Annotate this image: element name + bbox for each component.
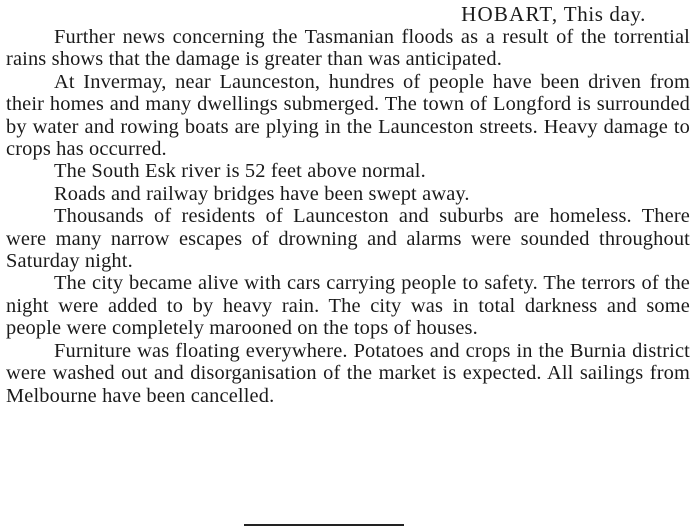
news-article bbox=[6, 2, 690, 407]
dateline bbox=[6, 2, 690, 26]
dateline-place: HOBART, bbox=[461, 2, 559, 26]
end-rule bbox=[244, 524, 404, 526]
paragraph-invermay: At Invermay, near Launceston, hundres of people have been driven from their homes and many dwellings submerged. The town of Longford is surrounded by water and rowing boats are plying in the Launceston streets. Heavy damage to crops has occurred. bbox=[6, 70, 690, 161]
paragraph-homeless: Thousands of residents of Launceston and suburbs are homeless. There were many narrow escapes of drowning and alarms were sounded throughout Saturday night. bbox=[6, 205, 690, 273]
paragraph-south-esk: The South Esk river is 52 feet above normal. bbox=[54, 160, 426, 183]
paragraph-bridges: Roads and railway bridges have been swept away. bbox=[54, 182, 470, 205]
paragraph-furniture: Furniture was floating everywhere. Potatoes and crops in the Burnia district were washed out and disorganisation of the market is expected. All sailings from Melbourne have been cancelled. bbox=[6, 339, 690, 407]
paragraph-city: The city became alive with cars carrying people to safety. The terrors of the night were added to by heavy rain. The city was in total darkness and some people were completely marooned on the tops of houses. bbox=[6, 272, 690, 340]
dateline-time: This day. bbox=[563, 2, 646, 26]
paragraph-intro: Further news concerning the Tasmanian floods as a result of the torrential rains shows that the damage is greater than was anticipated. bbox=[6, 26, 690, 71]
